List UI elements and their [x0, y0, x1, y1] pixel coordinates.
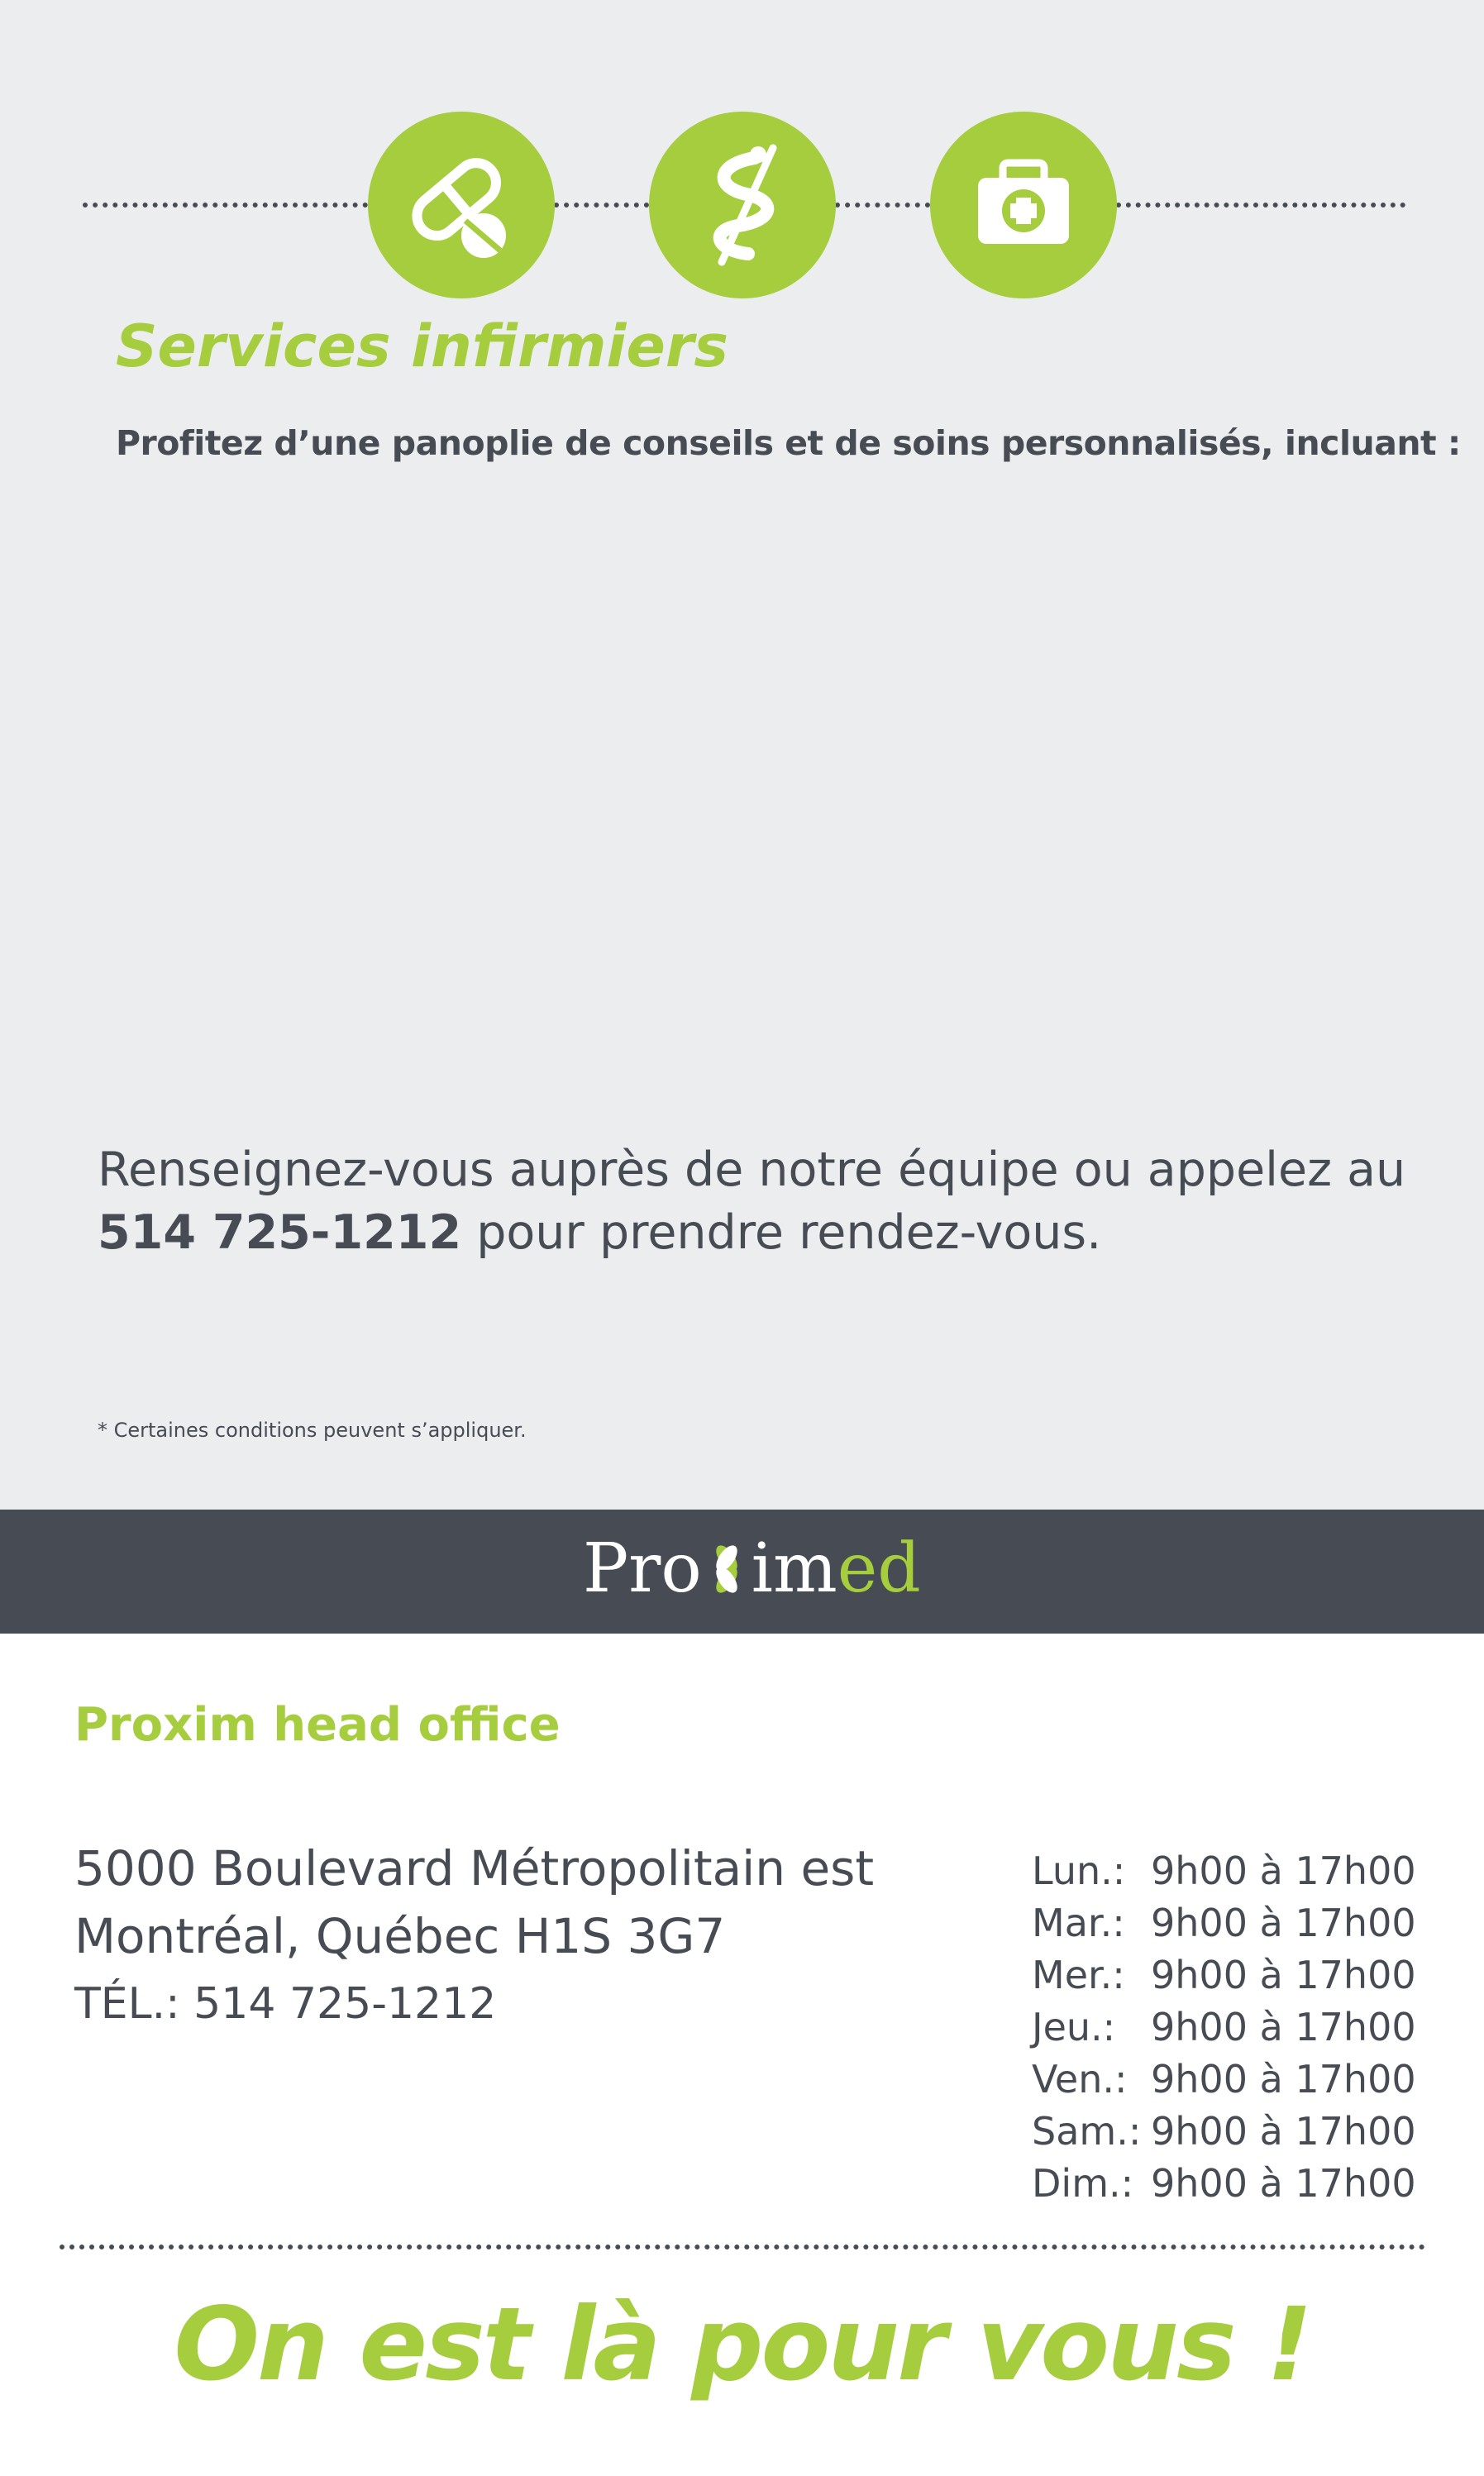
office-phone: TÉL.: 514 725-1212 — [74, 1979, 497, 2029]
hours-day: Jeu.: — [1032, 2005, 1116, 2049]
office-hours — [1032, 1849, 1445, 2213]
hours-time: 9h00 à 17h00 — [1151, 2161, 1416, 2206]
office-address-line-1: 5000 Boulevard Métropolitain est — [74, 1840, 875, 1896]
hours-row-tuesday — [1032, 1901, 1445, 1953]
contact-line-2-text: pour prendre rendez-vous. — [461, 1205, 1102, 1260]
hours-day: Mer.: — [1032, 1953, 1125, 1997]
office-address-line-2: Montréal, Québec H1S 3G7 — [74, 1908, 726, 1964]
hours-time: 9h00 à 17h00 — [1151, 2005, 1416, 2049]
services-subtitle: Profitez d’une panoplie de conseils et de soins personnalisés, incluant : — [116, 423, 1461, 463]
hours-time: 9h00 à 17h00 — [1151, 2109, 1416, 2154]
office-title: Proxim head office — [74, 1698, 561, 1752]
dotted-divider — [554, 203, 649, 208]
hours-row-wednesday — [1032, 1953, 1445, 2005]
hours-row-thursday — [1032, 2005, 1445, 2057]
logo-text-pro: Pro — [583, 1529, 702, 1608]
contact-line-2 — [98, 1205, 1101, 1260]
logo-leaf-x-icon — [702, 1542, 752, 1596]
dotted-divider — [835, 203, 930, 208]
hours-day: Sam.: — [1032, 2109, 1142, 2154]
hours-day: Mar.: — [1032, 1901, 1125, 1945]
hours-day: Lun.: — [1032, 1849, 1126, 1893]
caduceus-icon — [649, 112, 836, 298]
dotted-divider — [1116, 203, 1405, 208]
hours-row-monday — [1032, 1849, 1445, 1901]
dotted-divider — [60, 2245, 1425, 2249]
hours-day: Dim.: — [1032, 2161, 1134, 2206]
hours-time: 9h00 à 17h00 — [1151, 2057, 1416, 2101]
hours-time: 9h00 à 17h00 — [1151, 1953, 1416, 1997]
hours-row-friday — [1032, 2057, 1445, 2109]
proximed-logo — [583, 1529, 921, 1612]
first-aid-kit-icon — [930, 112, 1117, 298]
services-title: Services infirmiers — [116, 312, 729, 380]
fineprint: * Certaines conditions peuvent s’appliquer. — [98, 1419, 527, 1442]
hours-row-saturday — [1032, 2109, 1445, 2161]
logo-text-im: im — [751, 1529, 837, 1608]
hours-day: Ven.: — [1032, 2057, 1128, 2101]
contact-phone[interactable]: 514 725-1212 — [98, 1205, 462, 1260]
dotted-divider — [83, 203, 368, 208]
hours-row-sunday — [1032, 2161, 1445, 2213]
contact-line-1: Renseignez-vous auprès de notre équipe ou appelez au — [98, 1143, 1406, 1197]
pills-icon — [368, 112, 555, 298]
slogan: On est là pour vous ! — [174, 2286, 1310, 2403]
logo-text-ed: ed — [837, 1529, 921, 1608]
hours-time: 9h00 à 17h00 — [1151, 1849, 1416, 1893]
hours-time: 9h00 à 17h00 — [1151, 1901, 1416, 1945]
